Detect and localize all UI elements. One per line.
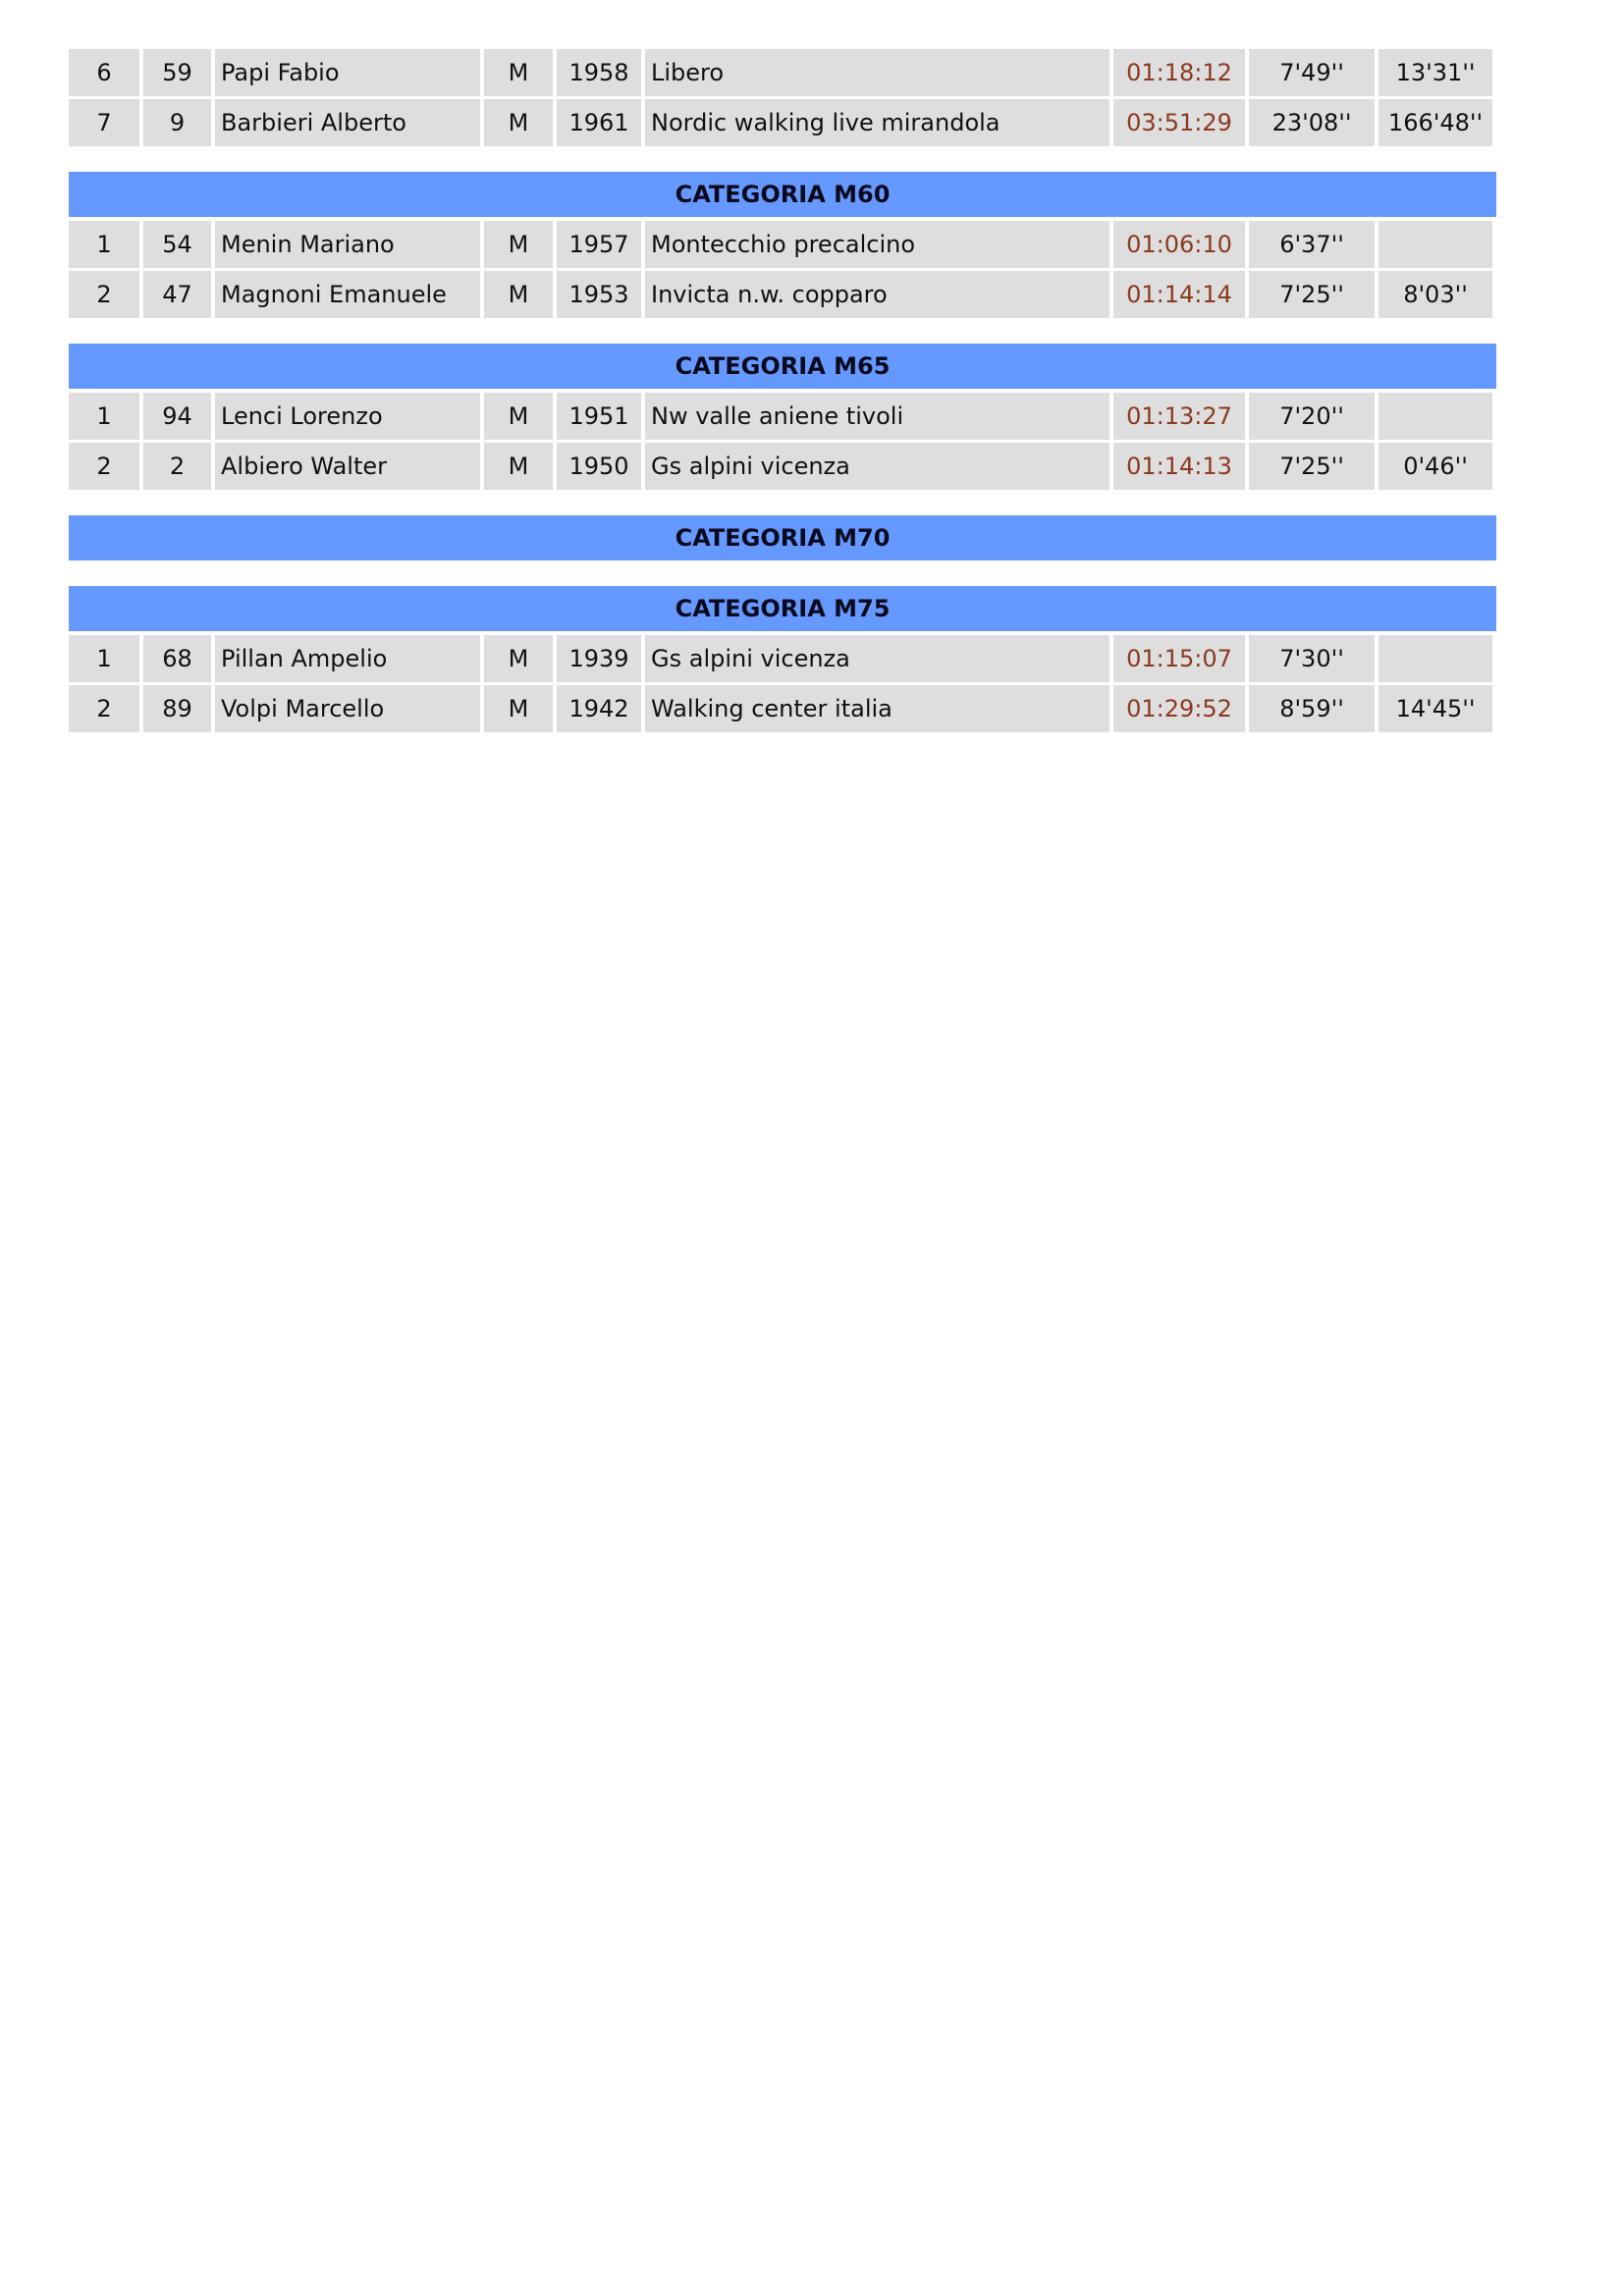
result-row [69, 221, 1496, 268]
finish-time-cell: 03:51:29 [1113, 99, 1245, 146]
pace-cell: 7'30'' [1249, 635, 1375, 682]
birth-year-cell: 1950 [557, 443, 641, 490]
bib-cell: 9 [143, 99, 211, 146]
results-sheet [69, 49, 1496, 735]
team-cell: Gs alpini vicenza [645, 443, 1109, 490]
category-header: CATEGORIA M65 [69, 344, 1496, 389]
category-header: CATEGORIA M75 [69, 586, 1496, 631]
category-group-m75 [69, 586, 1496, 732]
gap-cell: 14'45'' [1379, 685, 1492, 732]
finish-time-cell: 01:15:07 [1113, 635, 1245, 682]
sex-cell: M [484, 443, 553, 490]
finish-time-cell: 01:18:12 [1113, 49, 1245, 96]
position-cell: 1 [69, 221, 139, 268]
result-row [69, 635, 1496, 682]
position-cell: 2 [69, 685, 139, 732]
birth-year-cell: 1942 [557, 685, 641, 732]
birth-year-cell: 1958 [557, 49, 641, 96]
gap-cell [1379, 635, 1492, 682]
position-cell: 7 [69, 99, 139, 146]
gap-cell [1379, 221, 1492, 268]
sex-cell: M [484, 99, 553, 146]
sex-cell: M [484, 635, 553, 682]
sex-cell: M [484, 271, 553, 318]
team-cell: Invicta n.w. copparo [645, 271, 1109, 318]
birth-year-cell: 1953 [557, 271, 641, 318]
bib-cell: 54 [143, 221, 211, 268]
finish-time-cell: 01:13:27 [1113, 393, 1245, 440]
pace-cell: 7'25'' [1249, 271, 1375, 318]
birth-year-cell: 1961 [557, 99, 641, 146]
birth-year-cell: 1939 [557, 635, 641, 682]
athlete-name-cell: Albiero Walter [215, 443, 480, 490]
team-cell: Walking center italia [645, 685, 1109, 732]
category-header: CATEGORIA M60 [69, 172, 1496, 217]
bib-cell: 94 [143, 393, 211, 440]
sex-cell: M [484, 49, 553, 96]
sex-cell: M [484, 221, 553, 268]
position-cell: 1 [69, 393, 139, 440]
pace-cell: 7'25'' [1249, 443, 1375, 490]
bib-cell: 59 [143, 49, 211, 96]
pace-cell: 7'49'' [1249, 49, 1375, 96]
pace-cell: 6'37'' [1249, 221, 1375, 268]
sex-cell: M [484, 685, 553, 732]
category-group-m65 [69, 344, 1496, 490]
result-row [69, 271, 1496, 318]
result-row [69, 443, 1496, 490]
position-cell: 6 [69, 49, 139, 96]
category-header: CATEGORIA M70 [69, 515, 1496, 561]
pace-cell: 7'20'' [1249, 393, 1375, 440]
category-group-m60 [69, 172, 1496, 318]
team-cell: Nordic walking live mirandola [645, 99, 1109, 146]
team-cell: Nw valle aniene tivoli [645, 393, 1109, 440]
bib-cell: 2 [143, 443, 211, 490]
finish-time-cell: 01:06:10 [1113, 221, 1245, 268]
athlete-name-cell: Papi Fabio [215, 49, 480, 96]
team-cell: Montecchio precalcino [645, 221, 1109, 268]
athlete-name-cell: Barbieri Alberto [215, 99, 480, 146]
result-row [69, 685, 1496, 732]
position-cell: 2 [69, 271, 139, 318]
finish-time-cell: 01:29:52 [1113, 685, 1245, 732]
gap-cell: 8'03'' [1379, 271, 1492, 318]
bib-cell: 68 [143, 635, 211, 682]
athlete-name-cell: Magnoni Emanuele [215, 271, 480, 318]
gap-cell: 13'31'' [1379, 49, 1492, 96]
athlete-name-cell: Volpi Marcello [215, 685, 480, 732]
finish-time-cell: 01:14:13 [1113, 443, 1245, 490]
results-group-continued [69, 49, 1496, 146]
athlete-name-cell: Pillan Ampelio [215, 635, 480, 682]
gap-cell: 0'46'' [1379, 443, 1492, 490]
result-row [69, 99, 1496, 146]
birth-year-cell: 1951 [557, 393, 641, 440]
birth-year-cell: 1957 [557, 221, 641, 268]
sex-cell: M [484, 393, 553, 440]
gap-cell: 166'48'' [1379, 99, 1492, 146]
gap-cell [1379, 393, 1492, 440]
category-group-m70 [69, 515, 1496, 561]
pace-cell: 23'08'' [1249, 99, 1375, 146]
position-cell: 1 [69, 635, 139, 682]
position-cell: 2 [69, 443, 139, 490]
result-row [69, 393, 1496, 440]
bib-cell: 47 [143, 271, 211, 318]
finish-time-cell: 01:14:14 [1113, 271, 1245, 318]
bib-cell: 89 [143, 685, 211, 732]
result-row [69, 49, 1496, 96]
team-cell: Gs alpini vicenza [645, 635, 1109, 682]
team-cell: Libero [645, 49, 1109, 96]
athlete-name-cell: Menin Mariano [215, 221, 480, 268]
athlete-name-cell: Lenci Lorenzo [215, 393, 480, 440]
pace-cell: 8'59'' [1249, 685, 1375, 732]
